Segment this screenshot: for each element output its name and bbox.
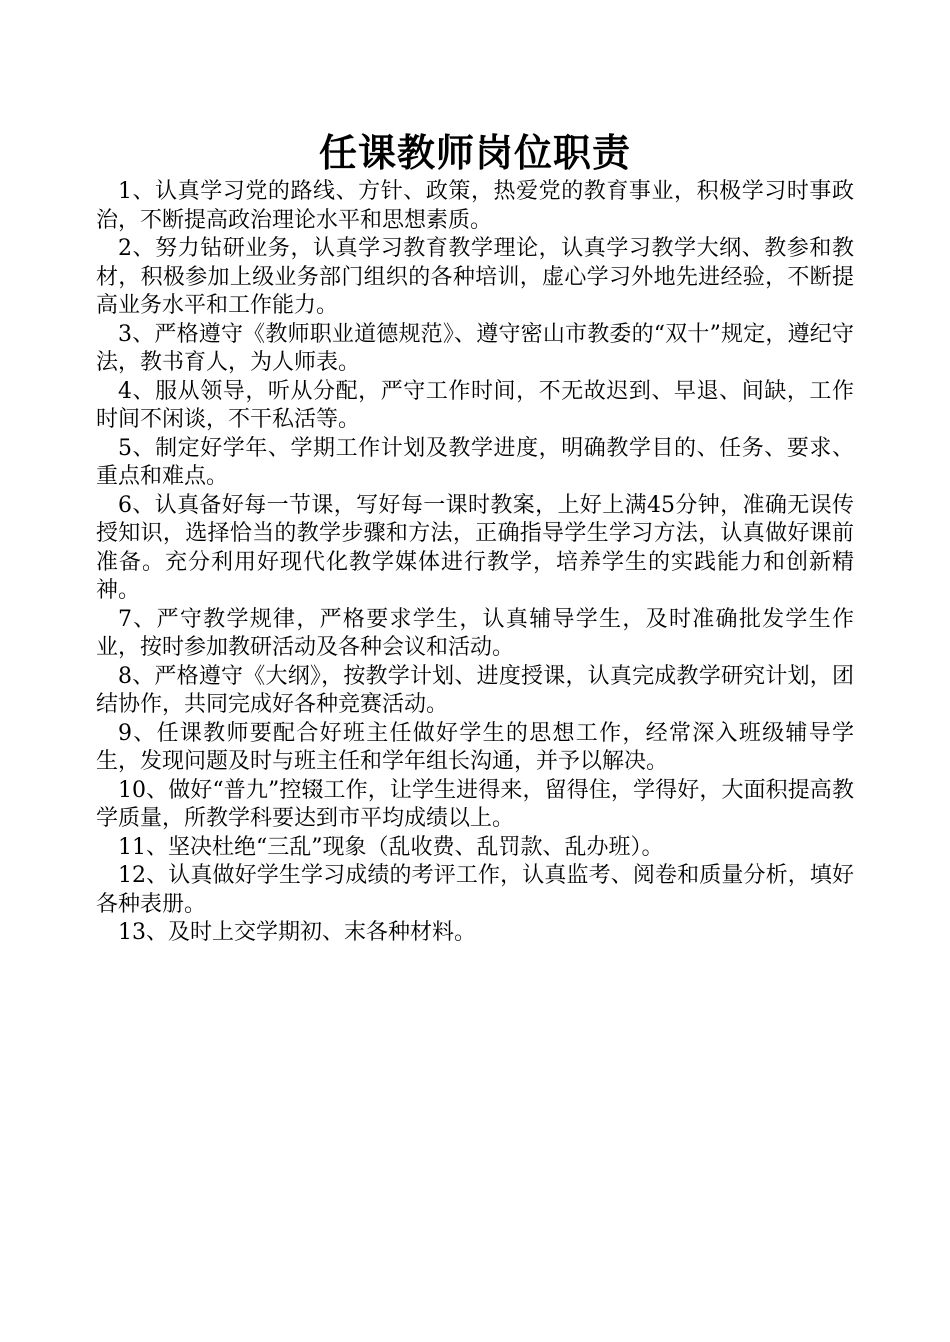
duty-item-4: 4、服从领导，听从分配，严守工作时间，不无故迟到、早退、间缺，工作时间不闲谈，不干私活等。 <box>96 378 854 432</box>
duty-item-12: 12、认真做好学生学习成绩的考评工作，认真监考、阅卷和质量分析，填好各种表册。 <box>96 863 854 917</box>
duty-item-13: 13、及时上交学期初、末各种材料。 <box>118 920 476 945</box>
duty-item-10: 10、做好“普九”控辍工作，让学生进得来，留得住，学得好，大面积提高教学质量，所教学科要达到市平均成绩以上。 <box>96 777 854 831</box>
duty-item-2: 2、努力钻研业务，认真学习教育教学理论，认真学习教学大纲、教参和教材，积极参加上级业务部门组织的各种培训，虚心学习外地先进经验，不断提高业务水平和工作能力。 <box>96 236 854 318</box>
duty-item-7: 7、严守教学规律，严格要求学生，认真辅导学生，及时准确批发学生作业，按时参加教研活动及各种会议和活动。 <box>96 606 854 660</box>
duty-list <box>96 178 854 948</box>
duty-item-3: 3、严格遵守《教师职业道德规范》、遵守密山市教委的“双十”规定，遵纪守法，教书育人，为人师表。 <box>96 321 854 375</box>
document-page <box>96 128 854 948</box>
duty-item-6: 6、认真备好每一节课，写好每一课时教案，上好上满45分钟，准确无误传授知识，选择恰当的教学步骤和方法，正确指导学生学习方法，认真做好课前准备。充分利用好现代化教学媒体进行教学，培养学生的实践能力和创新精神。 <box>96 492 854 603</box>
duty-item-5: 5、制定好学年、学期工作计划及教学进度，明确教学目的、任务、要求、重点和难点。 <box>96 435 854 489</box>
duty-item-9: 9、任课教师要配合好班主任做好学生的思想工作，经常深入班级辅导学生，发现问题及时与班主任和学年组长沟通，并予以解决。 <box>96 720 854 774</box>
duty-item-8: 8、严格遵守《大纲》，按教学计划、进度授课，认真完成教学研究计划，团结协作，共同完成好各种竞赛活动。 <box>96 663 854 717</box>
duty-item-11: 11、坚决杜绝“三乱”现象（乱收费、乱罚款、乱办班）。 <box>118 834 664 860</box>
duty-item-1: 1、认真学习党的路线、方针、政策，热爱党的教育事业，积极学习时事政治，不断提高政治理论水平和思想素质。 <box>96 179 854 233</box>
document-title: 任课教师岗位职责 <box>318 131 631 175</box>
